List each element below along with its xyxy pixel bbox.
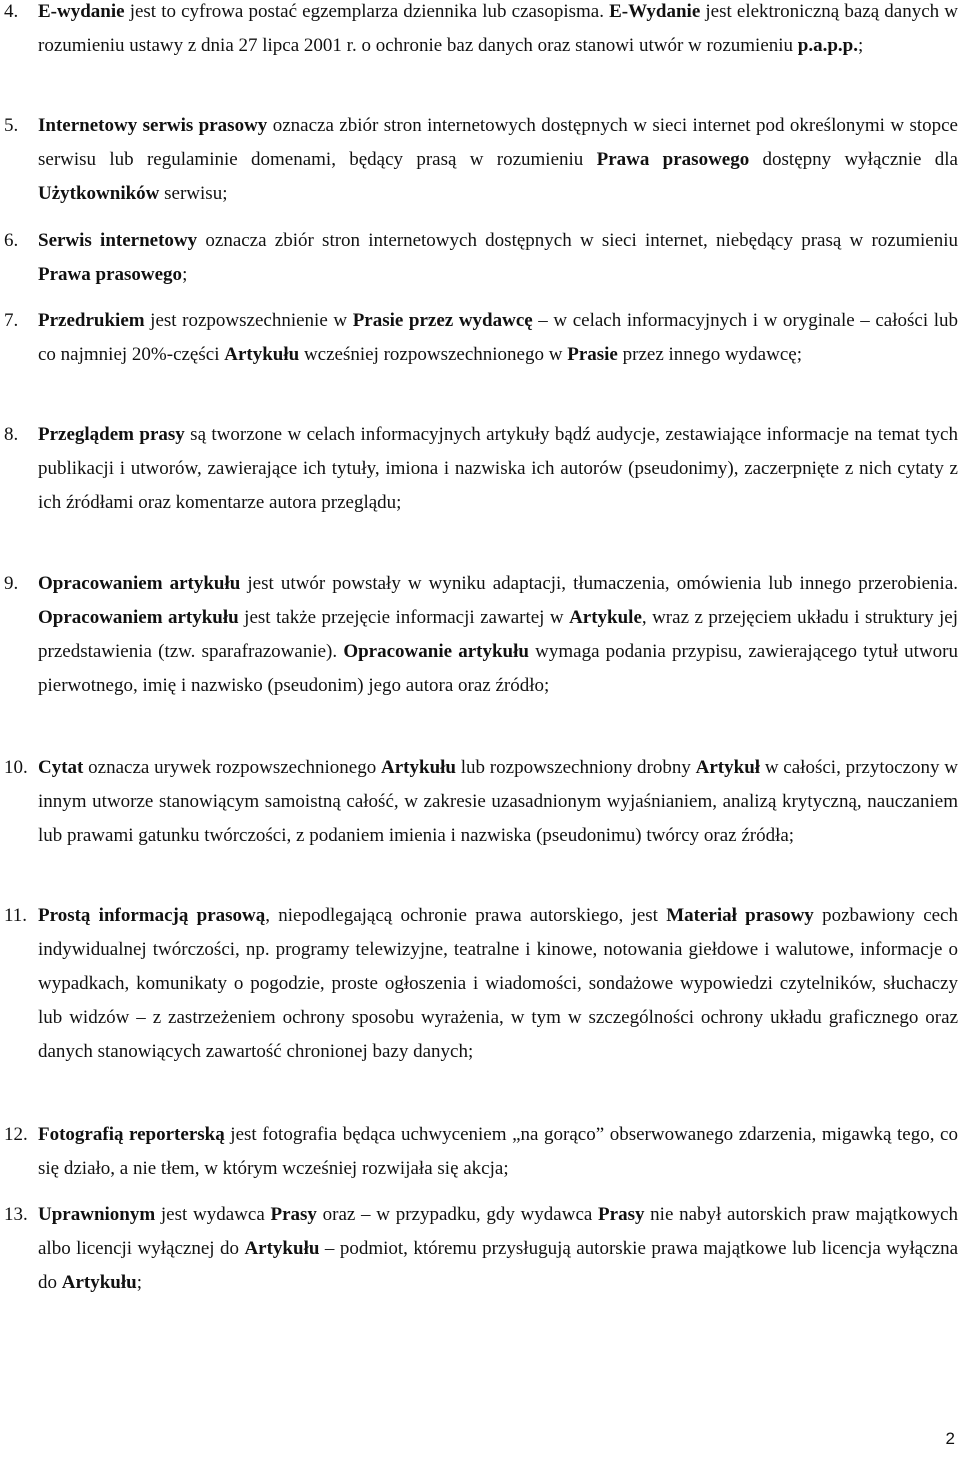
bold-term: Prasie przez wydawcę (352, 310, 533, 331)
text-run: nie nabył autorskich praw majątkowych albo licencji wyłącznej do (38, 1204, 958, 1259)
item-text (38, 751, 958, 853)
definition-item (4, 224, 958, 292)
definition-item (4, 109, 958, 211)
text-run: dostępny wyłącznie dla (749, 149, 958, 170)
text-run: – w celach informacyjnych i w oryginale – całości lub co najmniej 20%-części (38, 310, 958, 365)
bold-term: Artykuł (695, 757, 761, 778)
bold-term: Artykule (569, 607, 642, 628)
bold-term: Uprawnionym (38, 1204, 156, 1225)
text-run: oznacza zbiór stron internetowych dostępnych w sieci internet, niebędący prasą w rozumieniu (197, 230, 958, 251)
bold-term: Opracowaniem artykułu (38, 573, 241, 594)
bold-term: Prawa prasowego (38, 264, 183, 285)
definition-item (4, 567, 958, 703)
text-run: jest utwór powstały w wyniku adaptacji, tłumaczenia, omówienia lub innego przerobienia. (240, 573, 959, 594)
text-run: ; (858, 35, 864, 56)
text-run: , wraz z przejęciem układu i struktury jej przedstawienia (tzw. sparafrazowanie). (38, 607, 959, 662)
text-run: wymaga podania przypisu, zawierającego tytuł utworu pierwotnego, imię i nazwisko (pseudonim) jego autora oraz źródło; (38, 641, 959, 696)
bold-term: Prasy (270, 1204, 317, 1225)
item-text (38, 304, 958, 372)
item-text (38, 567, 958, 703)
bold-term: Prostą informacją prasową (38, 905, 266, 926)
text-run: oznacza zbiór stron internetowych dostępnych w sieci internet pod określonymi w stopce serwisu lub regulaminie domenami, będący prasą w rozumieniu (38, 115, 958, 170)
text-run: przez innego wydawcę; (617, 344, 802, 365)
definition-item (4, 751, 958, 853)
text-run: w całości, przytoczony w innym utworze stanowiącym samoistną całość, w zakresie uzasadnionym wyjaśnianiem, analizą krytyczną, nauczaniem lub prawami gatunku twórczości, z podaniem imienia i nazwiska (pseudonimu) twórcy oraz źródła; (38, 757, 958, 846)
item-number: 9. (4, 573, 19, 594)
bold-term: Prasie (567, 344, 618, 365)
bold-term: Artykułu (244, 1238, 320, 1259)
definition-item (4, 0, 958, 63)
text-run: wcześniej rozpowszechnionego w (299, 344, 568, 365)
bold-term: Cytat (38, 757, 84, 778)
item-text (38, 899, 958, 1069)
item-number: 7. (4, 310, 19, 331)
definition-item (4, 304, 958, 372)
item-text (38, 418, 958, 520)
bold-term: Fotografią reporterską (38, 1124, 225, 1145)
item-text (38, 0, 958, 63)
text-run: – podmiot, któremu przysługują autorskie prawa majątkowe lub licencja wyłączna do (38, 1238, 958, 1293)
item-number: 6. (4, 230, 19, 251)
item-number: 5. (4, 115, 19, 136)
definition-item (4, 1118, 958, 1186)
text-run: jest rozpowszechnienie w (144, 310, 353, 331)
item-number: 10. (4, 757, 28, 778)
item-number: 12. (4, 1124, 28, 1145)
text-run: serwisu; (159, 183, 228, 204)
item-number: 4. (4, 1, 19, 22)
definition-item (4, 1198, 958, 1300)
text-run: jest wydawca (155, 1204, 271, 1225)
text-run: ; (182, 264, 188, 285)
bold-term: Użytkowników (38, 183, 160, 204)
bold-term: Przedrukiem (38, 310, 145, 331)
bold-term: Artykułu (381, 757, 456, 778)
text-run: oraz – w przypadku, gdy wydawca (316, 1204, 599, 1225)
bold-term: Artykułu (224, 344, 300, 365)
text-run: lub rozpowszechniony drobny (455, 757, 696, 778)
item-number: 13. (4, 1204, 28, 1225)
text-run: jest także przejęcie informacji zawartej w (238, 607, 570, 628)
bold-term: Prasy (598, 1204, 645, 1225)
bold-term: Materiał prasowy (666, 905, 814, 926)
item-text (38, 109, 958, 211)
text-run: ; (136, 1272, 142, 1293)
bold-term: Opracowaniem artykułu (38, 607, 239, 628)
text-run: pozbawiony cech indywidualnej twórczości, np. programy telewizyjne, teatralne i kinowe, notowania giełdowe i walutowe, informacje o wypadkach, komunikaty o pogodzie, proste ogłoszenia i wiadomości, sondażowe wypowiedzi czytelników, słuchaczy lub widzów – z zastrzeżeniem ochrony sposobu wyrażenia, w tym w szczególności ochrony układu graficznego oraz danych stanowiących zawartość chronionej bazy danych; (38, 905, 958, 1062)
bold-term: E-wydanie (38, 1, 125, 22)
bold-term: Prawa prasowego (596, 149, 750, 170)
page-number: 2 (945, 1429, 955, 1448)
text-run: są tworzone w celach informacyjnych artykuły bądź audycje, zestawiające informacje na temat tych publikacji i utworów, zawierające ich tytuły, imiona i nazwiska ich autorów (pseudonimy), zaczerpnięte z nich cytaty z ich źródłami oraz komentarze autora przeglądu; (38, 424, 958, 513)
bold-term: Przeglądem prasy (38, 424, 185, 445)
item-number: 8. (4, 424, 19, 445)
item-text (38, 224, 958, 292)
bold-term: E-Wydanie (609, 1, 701, 22)
item-text (38, 1118, 958, 1186)
text-run: , niepodlegającą ochronie prawa autorskiego, jest (265, 905, 667, 926)
bold-term: Opracowanie artykułu (343, 641, 529, 662)
item-number: 11. (4, 905, 28, 926)
item-text (38, 1198, 958, 1300)
text-run: oznacza urywek rozpowszechnionego (83, 757, 382, 778)
definition-item (4, 899, 958, 1069)
text-run: jest fotografia będąca uchwyceniem „na gorąco” obserwowanego zdarzenia, migawką tego, co się działo, a nie tłem, w którym wcześniej rozwijała się akcja; (38, 1124, 958, 1179)
bold-term: p.a.p.p. (797, 35, 858, 56)
text-run: jest to cyfrowa postać egzemplarza dziennika lub czasopisma. (124, 1, 610, 22)
bold-term: Internetowy serwis prasowy (38, 115, 268, 136)
bold-term: Artykułu (61, 1272, 137, 1293)
text-run: jest elektroniczną bazą danych w rozumieniu ustawy z dnia 27 lipca 2001 r. o ochronie baz danych oraz stanowi utwór w rozumieniu (38, 1, 958, 56)
bold-term: Serwis internetowy (38, 230, 198, 251)
definition-item (4, 418, 958, 520)
